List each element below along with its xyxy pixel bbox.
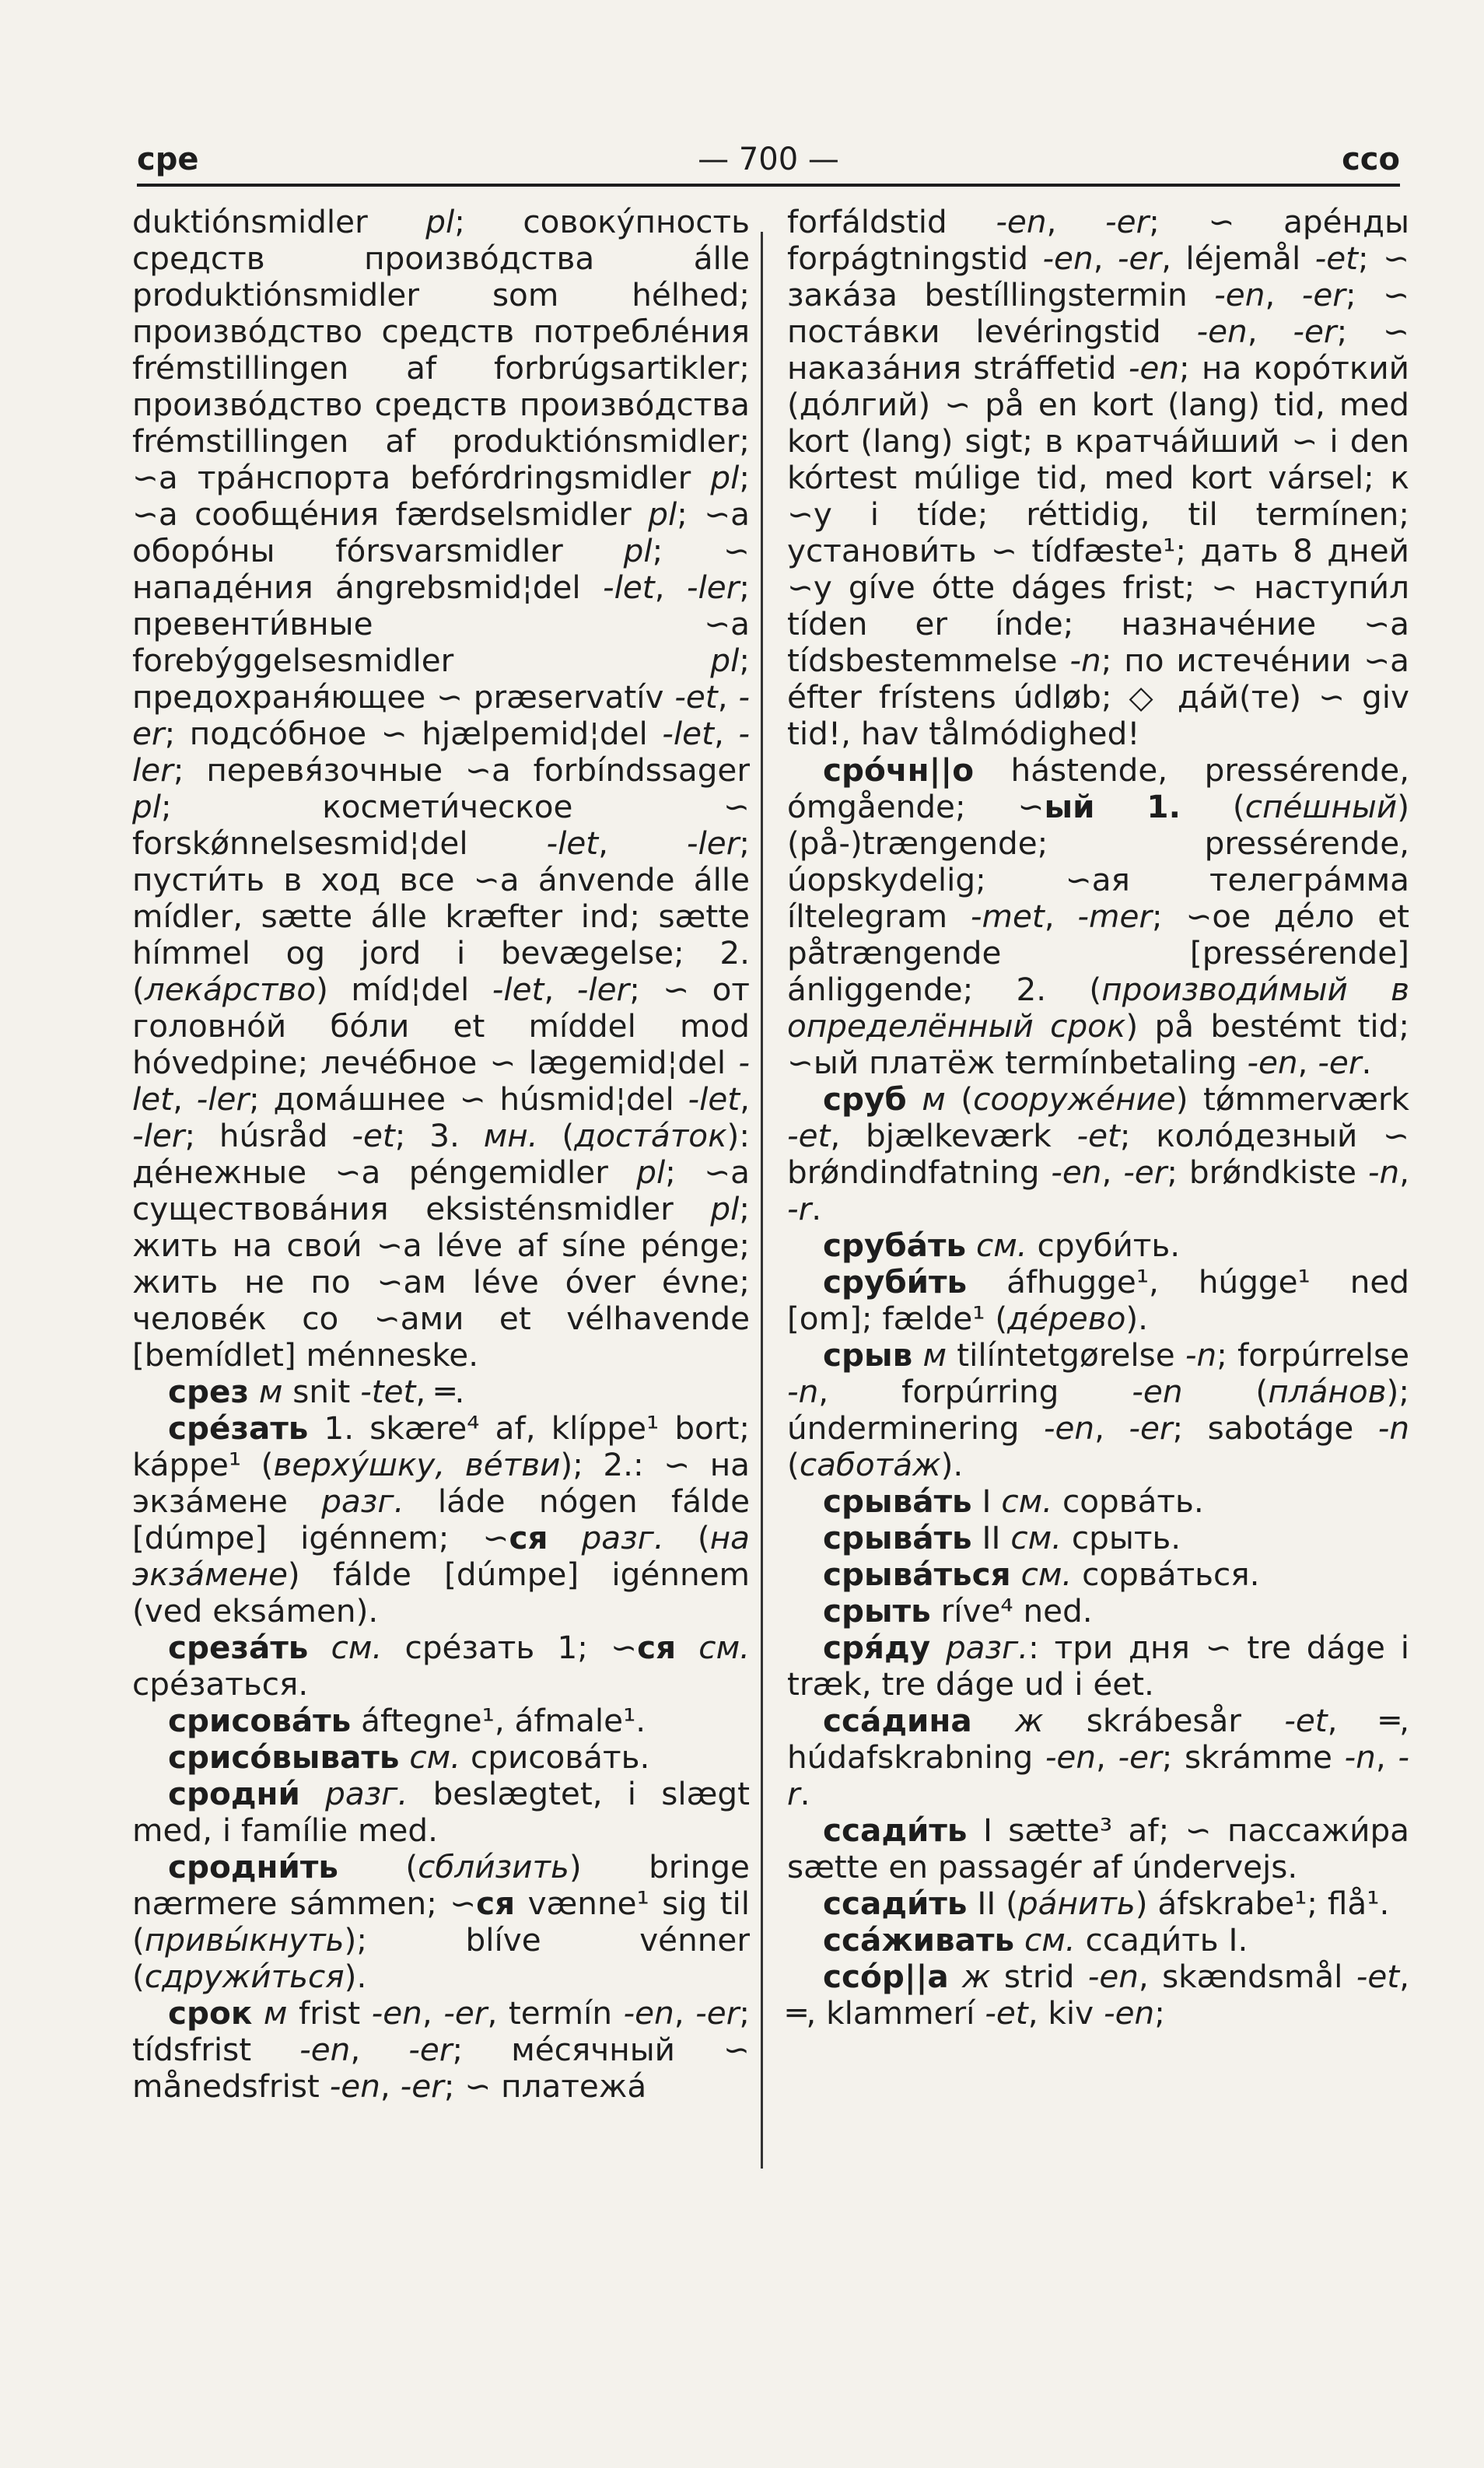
left-column (132, 204, 750, 2105)
dictionary-entry: сре́зать 1. skære⁴ af, klíppe¹ bort; káppe¹ (верху́шку, ве́тви); 2.: ∽ на экза́мене разг. láde nógen fálde [dúmpe] igénnem; ∽ся разг. (на экза́мене) fálde [dúmpe] igénnem (ved eksámen). (132, 1409, 750, 1630)
right-column (787, 204, 1409, 2032)
dictionary-entry: сруба́ть см. сруби́ть. (823, 1227, 1181, 1264)
dictionary-entry: duktiónsmidler pl; совоку́пность средств произво́дства álle produktiónsmidler som hélhed; произво́дство средств потребле́ния frémstillingen af forbrúgsartikler; произво́дство средств произво́дства frémstillingen af produktiónsmidler; ∽а тра́нспорта befórdringsmidler pl; ∽а сообще́ния færdselsmidler pl; ∽а оборо́ны fórsvarsmidler pl; ∽ нападе́ния ángrebsmid¦del -let, -ler; превенти́вные ∽а forebýggelsesmidler pl; предохраня́ющее ∽ præservatív -et, -er; подсо́бное ∽ hjælpemid¦del -let, -ler; перевя́зочные ∽а forbíndssager pl; космети́ческое ∽ forskǿnnelsesmid¦del -let, -ler; пусти́ть в ход все ∽а ánvende álle mídler, sætte álle kræfter ind; sætte hímmel og jord i bevægelse; 2. (лека́рство) míd¦del -let, -ler; ∽ от головно́й бо́ли et míddel mod hóvedpine; лече́бное ∽ lægemid¦del -let, -ler; дома́шнее ∽ húsmid¦del -let, -ler; húsråd -et; 3. мн. (доста́ток): де́нежные ∽а péngemidler pl; ∽а существова́ния eksisténsmidler pl; жить на свои́ ∽а léve af síne pénge; жить не по ∽ам léve óver évne; челове́к со ∽ами et vélhavende [bemídlet] ménneske. (132, 203, 751, 1374)
dictionary-entry: срыв м tilíntetgørelse -n; forpúrrelse -n, forpúrring -en (пла́нов); únderminering -en, -er; sabotáge -n (сабота́ж). (787, 1336, 1410, 1483)
dictionary-entry: сродни́ть (сбли́зить) bringe nærmere sámmen; ∽ся vænne¹ sig til (привы́кнуть); blíve vénner (сдружи́ться). (132, 1848, 750, 1995)
dictionary-entry: сса́дина ж skrábesår -et, ═, húdafskrabning -en, -er; skrámme -n, -r. (787, 1702, 1409, 1812)
dictionary-entry: сря́ду разг.: три дня ∽ tre dáge i træk, tre dáge ud i éet. (787, 1629, 1410, 1703)
dictionary-entry: срыть ríve⁴ ned. (823, 1592, 1093, 1630)
dictionary-entry: сруб м (сооруже́ние) tǿmmerværk -et, bjælkeværk -et; коло́дезный ∽ brǿndindfatning -en, -er; brǿndkiste -n, -r. (787, 1080, 1410, 1227)
dictionary-entry: срыва́ть I см. сорва́ть. (823, 1483, 1204, 1520)
dictionary-entry: срисо́вывать см. срисова́ть. (168, 1738, 650, 1776)
dictionary-entry: среза́ть см. сре́зать 1; ∽ся см. сре́заться. (132, 1629, 750, 1703)
dictionary-entry: срез м snit -tet, ═. (168, 1373, 465, 1410)
dictionary-entry: срок м frist -en, -er, termín -en, -er; tídsfrist -en, -er; ме́сячный ∽ månedsfrist -en, -er; ∽ платежа́ (132, 1994, 751, 2105)
column-divider (761, 232, 763, 2169)
header-rule (137, 184, 1400, 187)
dictionary-entry: срыва́ть II см. срыть. (823, 1519, 1181, 1556)
dictionary-entry: ссо́р||а ж strid -en, skændsmål -et, ═, klammerí -et, kiv -en; (787, 1958, 1409, 2032)
page-number: — 700 — (698, 142, 839, 177)
dictionary-entry: ссади́ть I sætte³ af; ∽ пассажи́ра sætte en passagér af úndervejs. (787, 1812, 1409, 1885)
page-header (137, 134, 1400, 179)
dictionary-entry: сродни́ разг. beslægtet, i slægt med, i famílie med. (132, 1775, 750, 1849)
dictionary-entry: сруби́ть áfhugge¹, húgge¹ ned [om]; fælde¹ (де́рево). (787, 1263, 1409, 1337)
dictionary-entry: сса́живать см. ссади́ть I. (823, 1921, 1248, 1959)
header-left-guideword: сре (137, 142, 199, 177)
header-right-guideword: cco (1342, 142, 1400, 177)
dictionary-entry: forfáldstid -en, -er; ∽ аре́нды forpágtningstid -en, -er, léjemål -et; ∽ зака́за bestíllingstermin -en, -er; ∽ поста́вки levéringstid -en, -er; ∽ наказа́ния stráffetid -en; на коро́ткий (до́лгий) ∽ på en kort (lang) tid, med kort (lang) sigt; в кратча́йший ∽ i den kórtest múlige tid, med kort vársel; к ∽у i tíde; réttidig, til termínen; установи́ть ∽ tídfæste¹; дать 8 дней ∽у gíve ótte dáges frist; ∽ наступи́л tíden er índe; назначе́ние ∽а tídsbestemmelse -n; по истече́нии ∽а éfter frístens údløb; ◇ да́й(те) ∽ giv tid!, hav tålmódighed! (787, 203, 1410, 752)
dictionary-entry: срыва́ться см. сорва́ться. (823, 1556, 1260, 1593)
dictionary-entry: срисова́ть áftegne¹, áfmale¹. (168, 1702, 646, 1739)
dictionary-entry: ссади́ть II (ра́нить) áfskrabe¹; flå¹. (823, 1885, 1390, 1922)
dictionary-entry: сро́чн||о hástende, pressérende, ómgående; ∽ый 1. (спе́шный) (på-)trængende; pressérende, úopskydelig; ∽ая телегра́мма íltelegram -met, -mer; ∽ое де́ло et påtrængende [pressérende] ánliggende; 2. (производи́мый в определённый срок) på bestémt tid; ∽ый платёж termínbetaling -en, -er. (787, 751, 1410, 1081)
